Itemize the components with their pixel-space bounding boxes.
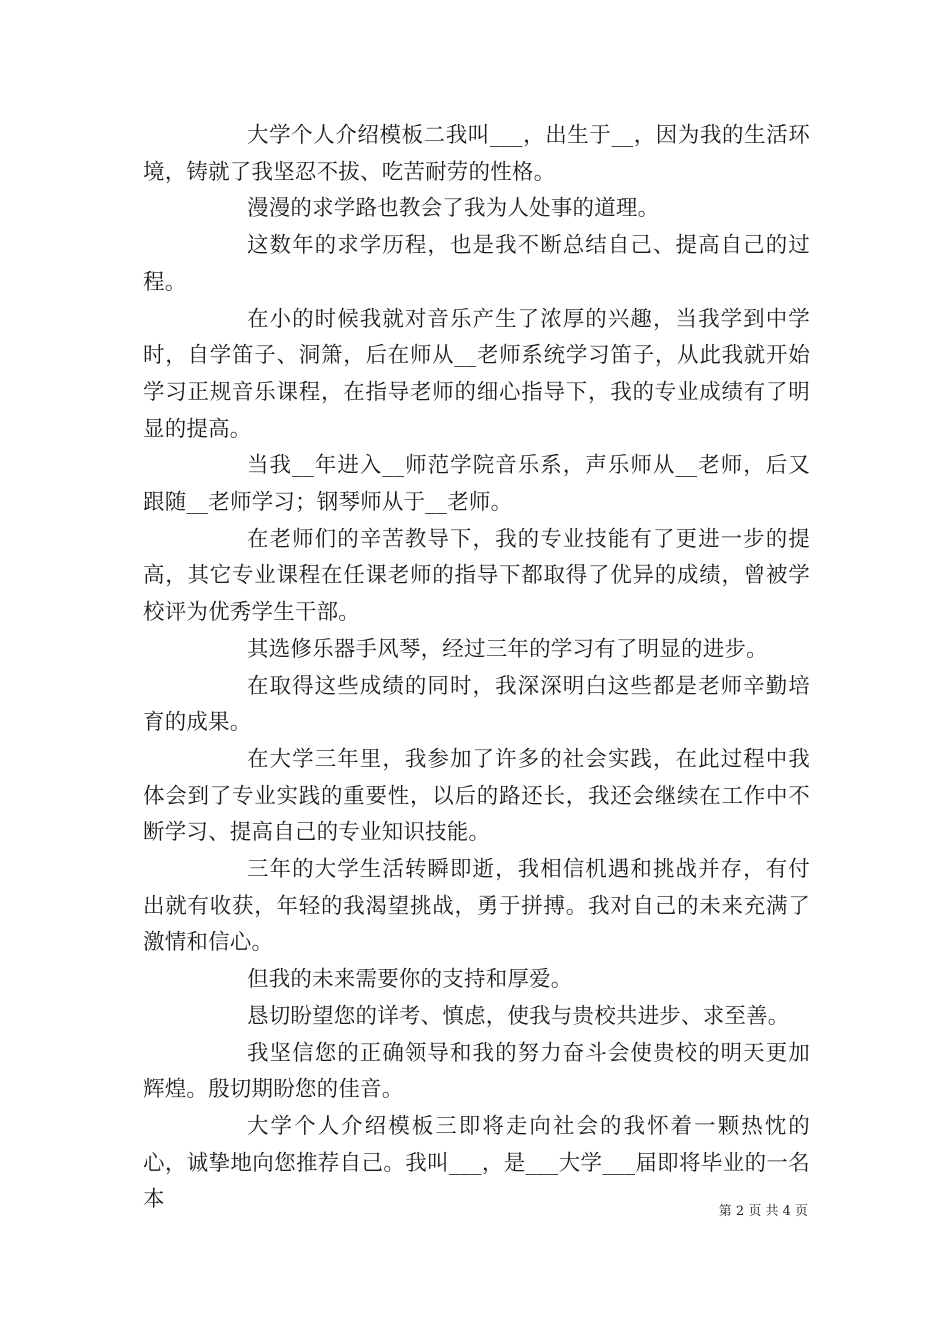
paragraph: 大学个人介绍模板三即将走向社会的我怀着一颗热忱的心，诚挚地向您推荐自己。我叫___，是___大学___届即将毕业的一名本	[143, 1113, 810, 1213]
paragraph: 恳切盼望您的详考、慎虑，使我与贵校共进步、求至善。	[247, 1003, 790, 1029]
paragraph: 漫漫的求学路也教会了我为人处事的道理。	[247, 196, 660, 222]
paragraph: 在老师们的辛苦教导下，我的专业技能有了更进一步的提高，其它专业课程在任课老师的指导下都取得了优异的成绩，曾被学校评为优秀学生干部。	[143, 526, 810, 626]
paragraph: 当我__年进入__师范学院音乐系，声乐师从__老师，后又跟随__老师学习；钢琴师从于__老师。	[143, 453, 810, 516]
page-number-footer: 第 2 页 共 4 页	[718, 1204, 808, 1219]
paragraph: 我坚信您的正确领导和我的努力奋斗会使贵校的明天更加辉煌。殷切期盼您的佳音。	[143, 1040, 810, 1103]
paragraph: 这数年的求学历程，也是我不断总结自己、提高自己的过程。	[143, 233, 810, 295]
document-body	[143, 118, 810, 1219]
paragraph: 大学个人介绍模板二我叫___，出生于__，因为我的生活环境，铸就了我坚忍不拔、吃苦耐劳的性格。	[143, 123, 810, 185]
paragraph: 其选修乐器手风琴，经过三年的学习有了明显的进步。	[247, 636, 768, 662]
paragraph: 在大学三年里，我参加了许多的社会实践，在此过程中我体会到了专业实践的重要性，以后的路还长，我还会继续在工作中不断学习、提高自己的专业知识技能。	[143, 746, 810, 846]
paragraph: 在取得这些成绩的同时，我深深明白这些都是老师辛勤培育的成果。	[143, 673, 810, 736]
paragraph: 在小的时候我就对音乐产生了浓厚的兴趣，当我学到中学时，自学笛子、洞箫，后在师从__老师系统学习笛子，从此我就开始学习正规音乐课程，在指导老师的细心指导下，我的专业成绩有了明显的提高。	[143, 306, 810, 442]
paragraph: 三年的大学生活转瞬即逝，我相信机遇和挑战并存，有付出就有收获，年轻的我渴望挑战，勇于拼搏。我对自己的未来充满了激情和信心。	[143, 857, 810, 956]
paragraph: 但我的未来需要你的支持和厚爱。	[247, 967, 573, 993]
